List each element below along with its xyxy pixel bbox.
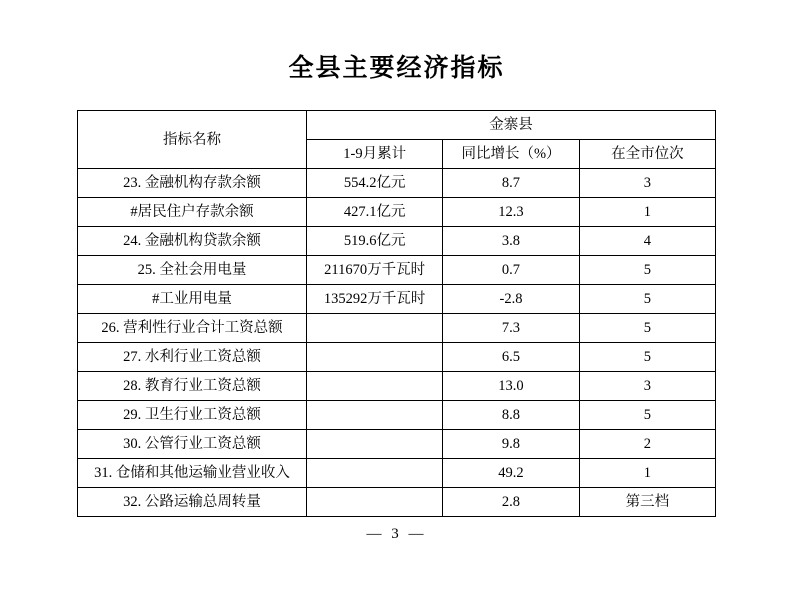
cell-rank-value: 5 (579, 343, 715, 372)
cell-period-value: 519.6亿元 (307, 227, 443, 256)
cell-indicator-name (78, 198, 307, 227)
cell-period-value: 135292万千瓦时 (307, 285, 443, 314)
cell-indicator-name (78, 343, 307, 372)
table-row (78, 227, 716, 256)
indicator-name-text: 29. 卫生行业工资总额 (123, 407, 261, 423)
cell-rank-value: 1 (579, 198, 715, 227)
indicator-name-text: 25. 全社会用电量 (137, 262, 247, 278)
cell-indicator-name (78, 169, 307, 198)
cell-growth-value: 3.8 (443, 227, 579, 256)
cell-rank-value: 5 (579, 401, 715, 430)
column-header-growth: 同比增长（%） (443, 140, 579, 169)
cell-growth-value: 9.8 (443, 430, 579, 459)
cell-rank-value: 3 (579, 372, 715, 401)
cell-indicator-name (78, 459, 307, 488)
table-row (78, 256, 716, 285)
cell-rank-value: 4 (579, 227, 715, 256)
column-header-county: 金寨县 (307, 111, 716, 140)
economic-indicators-table (77, 110, 716, 517)
cell-period-value: 554.2亿元 (307, 169, 443, 198)
cell-growth-value: 6.5 (443, 343, 579, 372)
indicator-name-text: 30. 公管行业工资总额 (123, 436, 261, 452)
cell-rank-value: 5 (579, 285, 715, 314)
cell-rank-value: 3 (579, 169, 715, 198)
cell-growth-value: 13.0 (443, 372, 579, 401)
cell-indicator-name (78, 430, 307, 459)
table-row (78, 401, 716, 430)
cell-rank-value: 5 (579, 314, 715, 343)
cell-period-value (307, 488, 443, 517)
table-row (78, 488, 716, 517)
page-title: 全县主要经济指标 (288, 53, 505, 82)
cell-period-value: 211670万千瓦时 (307, 256, 443, 285)
cell-period-value (307, 459, 443, 488)
cell-growth-value: 8.8 (443, 401, 579, 430)
cell-rank-value: 2 (579, 430, 715, 459)
cell-period-value (307, 430, 443, 459)
cell-growth-value: 7.3 (443, 314, 579, 343)
table-row (78, 314, 716, 343)
column-header-rank: 在全市位次 (579, 140, 715, 169)
cell-growth-value: -2.8 (443, 285, 579, 314)
cell-period-value (307, 372, 443, 401)
table-row (78, 169, 716, 198)
cell-rank-value: 5 (579, 256, 715, 285)
cell-growth-value: 49.2 (443, 459, 579, 488)
indicator-name-text: 31. 仓储和其他运输业营业收入 (94, 465, 290, 481)
cell-growth-value: 0.7 (443, 256, 579, 285)
table-row (78, 430, 716, 459)
indicator-name-text: 23. 金融机构存款余额 (123, 175, 261, 191)
column-header-period: 1-9月累计 (307, 140, 443, 169)
document-page (0, 48, 793, 609)
cell-growth-value: 12.3 (443, 198, 579, 227)
table-body (78, 169, 716, 517)
table-row (78, 285, 716, 314)
indicator-name-text: 24. 金融机构贷款余额 (123, 233, 261, 249)
cell-indicator-name (78, 227, 307, 256)
cell-indicator-name (78, 372, 307, 401)
table-row (78, 372, 716, 401)
table-row (78, 343, 716, 372)
indicator-name-text: #居民住户存款余额 (130, 204, 254, 220)
cell-indicator-name (78, 401, 307, 430)
cell-rank-value: 1 (579, 459, 715, 488)
indicator-name-text: #工业用电量 (152, 291, 232, 307)
indicator-name-text: 32. 公路运输总周转量 (123, 494, 261, 510)
cell-indicator-name (78, 256, 307, 285)
cell-period-value (307, 401, 443, 430)
column-header-indicator-name: 指标名称 (78, 111, 307, 169)
page-number-footer: — 3 — (366, 526, 427, 542)
cell-indicator-name (78, 314, 307, 343)
cell-growth-value: 8.7 (443, 169, 579, 198)
cell-period-value: 427.1亿元 (307, 198, 443, 227)
table-header (78, 111, 716, 169)
table-row (78, 459, 716, 488)
cell-period-value (307, 343, 443, 372)
table-header-row-1 (78, 111, 716, 140)
table-container (0, 110, 793, 517)
cell-period-value (307, 314, 443, 343)
indicator-name-text: 27. 水利行业工资总额 (123, 349, 261, 365)
cell-rank-value: 第三档 (579, 488, 715, 517)
cell-growth-value: 2.8 (443, 488, 579, 517)
cell-indicator-name (78, 285, 307, 314)
indicator-name-text: 26. 营利性行业合计工资总额 (101, 320, 283, 336)
indicator-name-text: 28. 教育行业工资总额 (123, 378, 261, 394)
table-row (78, 198, 716, 227)
cell-indicator-name (78, 488, 307, 517)
